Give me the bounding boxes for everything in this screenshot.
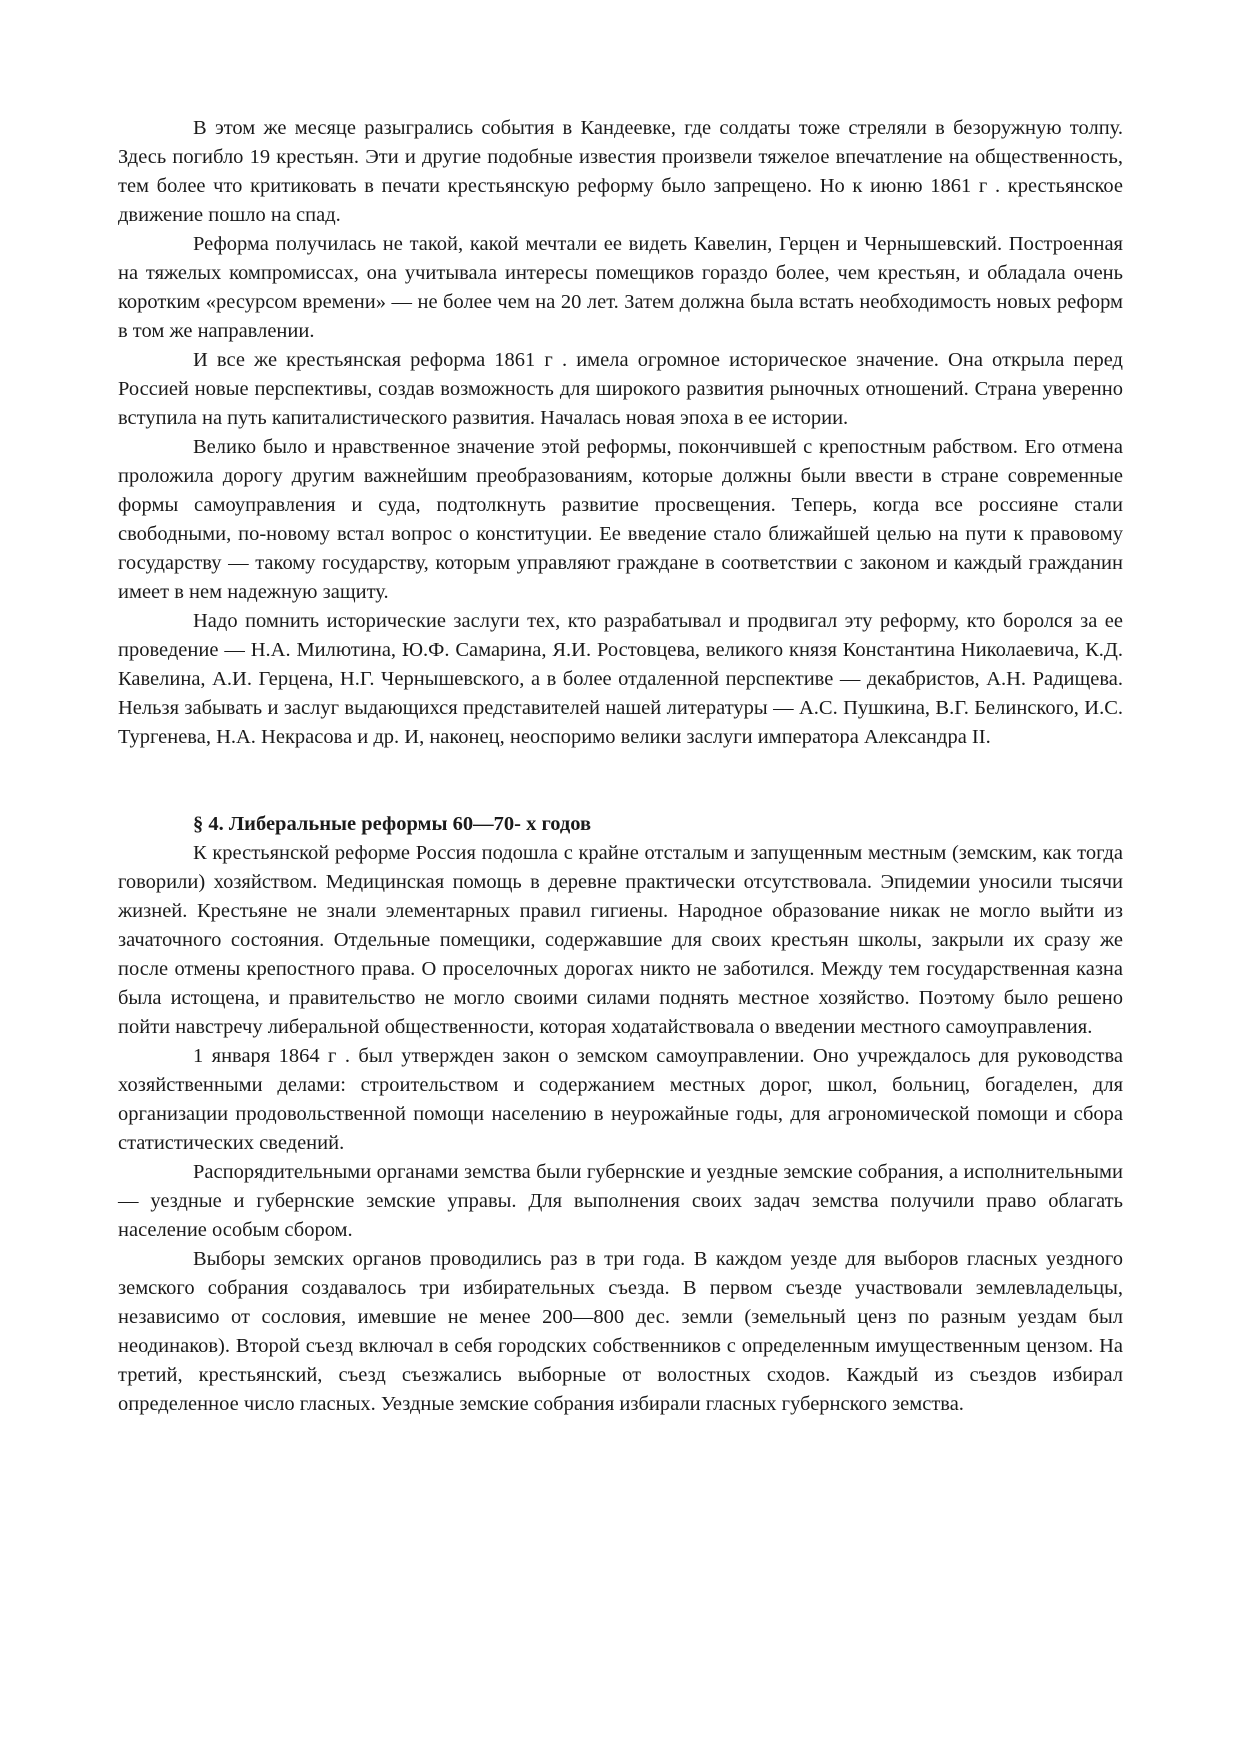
paragraph: К крестьянской реформе Россия подошла с крайне отсталым и запущенным местным (земским, как тогда говорили) хозяйством. Медицинская помощь в деревне практически отсутствовала. Эпидемии уносили тысячи жизней. Крестьяне не знали элементарных правил гигиены. Народное образование никак не могло выйти из зачаточного состояния. Отдельные помещики, содержавшие для своих крестьян школы, закрыли их сразу же после отмены крепостного права. О проселочных дорогах никто не заботился. Между тем государственная казна была истощена, и правительство не могло своими силами поднять местное хозяйство. Поэтому было решено пойти навстречу либеральной общественности, которая ходатайствовала о введении местного самоуправления. [118,842,1123,1038]
paragraph: И все же крестьянская реформа 1861 г . имела огромное историческое значение. Она открыла перед Россией новые перспективы, создав возможность для широкого развития рыночных отношений. Страна уверенно вступила на путь капиталистического развития. Началась новая эпоха в ее истории. [118,349,1123,429]
paragraph: 1 января 1864 г . был утвержден закон о земском самоуправлении. Оно учреждалось для руководства хозяйственными делами: строительством и содержанием местных дорог, школ, больниц, богаделен, для организации продовольственной помощи населению в неурожайные годы, для агрономической помощи и сбора статистических сведений. [118,1045,1123,1154]
paragraph: Выборы земских органов проводились раз в три года. В каждом уезде для выборов гласных уездного земского собрания создавалось три избирательных съезда. В первом съезде участвовали землевладельцы, независимо от сословия, имевшие не менее 200—800 дес. земли (земельный ценз по разным уездам был неодинаков). Второй съезд включал в себя городских собственников с определенным имущественным цензом. На третий, крестьянский, съезд съезжались выборные от волостных сходов. Каждый из съездов избирал определенное число гласных. Уездные земские собрания избирали гласных губернского земства. [118,1248,1123,1415]
section-heading: § 4. Либеральные реформы 60—70- х годов [193,813,592,835]
document-page [118,114,1123,1419]
paragraph: Велико было и нравственное значение этой реформы, покончившей с крепостным рабством. Его отмена проложила дорогу другим важнейшим преобразованиям, которые должны были ввести в стране современные формы самоуправления и суда, подтолкнуть развитие просвещения. Теперь, когда все россияне стали свободными, по-новому встал вопрос о конституции. Ее введение стало ближайшей целью на пути к правовому государству — такому государству, которым управляют граждане в соответствии с законом и каждый гражданин имеет в нем надежную защиту. [118,436,1123,603]
paragraph: В этом же месяце разыгрались события в Кандеевке, где солдаты тоже стреляли в безоружную толпу. Здесь погибло 19 крестьян. Эти и другие подобные известия произвели тяжелое впечатление на общественность, тем более что критиковать в печати крестьянскую реформу было запрещено. Но к июню 1861 г . крестьянское движение пошло на спад. [118,117,1123,226]
paragraph: Реформа получилась не такой, какой мечтали ее видеть Кавелин, Герцен и Чернышевский. Построенная на тяжелых компромиссах, она учитывала интересы помещиков гораздо более, чем крестьян, и обладала очень коротким «ресурсом времени» — не более чем на 20 лет. Затем должна была встать необходимость новых реформ в том же направлении. [118,233,1123,342]
paragraph: Надо помнить исторические заслуги тех, кто разрабатывал и продвигал эту реформу, кто боролся за ее проведение — Н.А. Милютина, Ю.Ф. Самарина, Я.И. Ростовцева, великого князя Константина Николаевича, К.Д. Кавелина, А.И. Герцена, Н.Г. Чернышевского, а в более отдаленной перспективе — декабристов, А.Н. Радищева. Нельзя забывать и заслуг выдающихся представителей нашей литературы — А.С. Пушкина, В.Г. Белинского, И.С. Тургенева, Н.А. Некрасова и др. И, наконец, неоспоримо велики заслуги императора Александра II. [118,610,1123,748]
paragraph: Распорядительными органами земства были губернские и уездные земские собрания, а исполнительными — уездные и губернские земские управы. Для выполнения своих задач земства получили право облагать население особым сбором. [118,1161,1123,1241]
